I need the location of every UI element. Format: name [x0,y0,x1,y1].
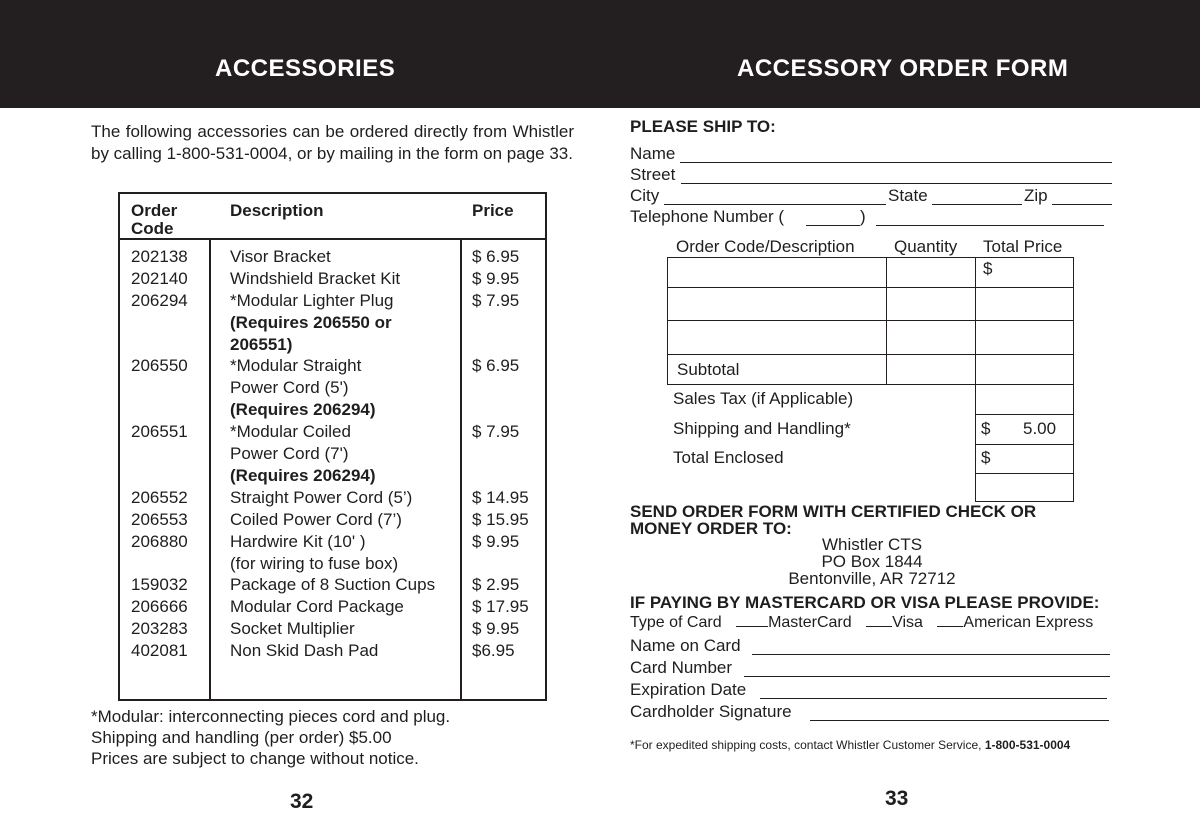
order-line-1-description[interactable] [667,257,887,288]
signature-field[interactable] [810,720,1109,721]
intro-paragraph: The following accessories can be ordered directly from Whistler by calling 1-800-531-0004, or by mailing in the form on page 33. [91,122,574,163]
col-quantity: Quantity [894,237,958,256]
page-header-bar [0,0,1200,108]
extra-amount-cell[interactable] [975,473,1074,502]
city-field[interactable] [664,204,886,205]
send-order-heading: SEND ORDER FORM WITH CERTIFIED CHECK OR MONEY ORDER TO: [630,502,1037,538]
sales-tax-label: Sales Tax (if Applicable) [673,389,854,408]
expiration-field[interactable] [760,698,1107,699]
order-line-2-description[interactable] [667,287,887,321]
mastercard-checkbox[interactable] [736,626,768,627]
card-number-field[interactable] [744,676,1110,677]
order-line-2-quantity[interactable] [886,287,976,321]
name-label: Name [630,144,676,163]
order-line-3-total[interactable] [975,320,1074,355]
zip-label: Zip [1024,186,1048,205]
col-description: Description [230,201,324,220]
col-total-price: Total Price [983,237,1063,256]
column-divider [460,240,462,699]
order-line-1-quantity[interactable] [886,257,976,288]
total-enclosed-label: Total Enclosed [673,448,784,467]
street-field[interactable] [681,183,1112,184]
zip-field[interactable] [1052,204,1112,205]
col-price: Price [472,201,514,220]
state-field[interactable] [932,204,1022,205]
col-order-code-description: Order Code/Description [676,237,855,256]
signature-label: Cardholder Signature [630,702,792,721]
state-label: State [888,186,928,205]
name-field[interactable] [680,162,1112,163]
dollar-sign: $ [983,259,993,278]
subtotal-amount[interactable] [975,354,1074,385]
col-order-code: Order Code [131,201,178,238]
name-on-card-field[interactable] [752,654,1110,655]
accessories-title: ACCESSORIES [215,55,396,82]
page-number-right: 33 [885,787,909,810]
amex-checkbox[interactable] [937,626,963,627]
name-on-card-label: Name on Card [630,636,741,655]
sales-tax-amount[interactable] [975,384,1074,415]
expiration-label: Expiration Date [630,680,747,699]
footnotes: *Modular: interconnecting pieces cord and plug. Shipping and handling (per order) $5.00 Prices are subject to change without notice. [91,707,451,768]
card-heading: IF PAYING BY MASTERCARD OR VISA PLEASE PROVIDE: [630,593,1100,612]
table-header [120,194,545,240]
order-line-2-total[interactable] [975,287,1074,321]
ship-to-heading: PLEASE SHIP TO: [630,117,776,136]
shipping-amount: 5.00 [1023,419,1057,438]
card-number-label: Card Number [630,658,733,677]
visa-checkbox[interactable] [866,626,892,627]
expedited-note: *For expedited shipping costs, contact Whistler Customer Service, 1-800-531-0004 [630,738,1071,752]
page-number-left: 32 [290,790,314,813]
telephone-label: Telephone Number ( [630,207,785,226]
city-label: City [630,186,660,205]
street-label: Street [630,165,676,184]
subtotal-quantity[interactable] [886,354,976,385]
type-of-card-row: Type of Card MasterCard Visa American Express [630,614,1094,631]
column-divider [209,240,211,699]
order-line-3-description[interactable] [667,320,887,355]
area-code-field[interactable] [806,225,860,226]
shipping-dollar: $ [981,419,991,438]
total-dollar: $ [981,448,991,467]
telephone-paren: ) [860,207,866,226]
telephone-field[interactable] [876,225,1104,226]
order-line-3-quantity[interactable] [886,320,976,355]
order-form-title: ACCESSORY ORDER FORM [737,55,1069,82]
shipping-label: Shipping and Handling* [673,419,851,438]
mailing-address: Whistler CTS PO Box 1844 Bentonville, AR 72712 [788,535,956,588]
accessories-table: Order Code Description Price 202138 Visor Bracket $ 6.95 202140 Windshield Bracket Kit $ 9.95 206294 *Modular Lighter Plug $ 7.95 (Requires 206550 or 206551) 206550 *Modular Straight $ 6.95 Power Cord (5') (Requires 206294) 206551 *Modular Coiled $ 7.95 Power Cord (7') (Requires 206294) 206552 Straight Power Cord (5’) $ 14.95 206553 Coiled Power Cord (7’) $ 15.95 206880 Hardwire Kit (10' ) $ 9.95 (for wiring to fuse box) 159032 Package of 8 Suction Cups $ 2.95 206666 Modular Cord Package $ 17.95 203283 Socket Multiplier $ 9.95 402081 Non Skid Dash Pad $6.95 [118,192,547,701]
subtotal-label: Subtotal [677,360,740,379]
